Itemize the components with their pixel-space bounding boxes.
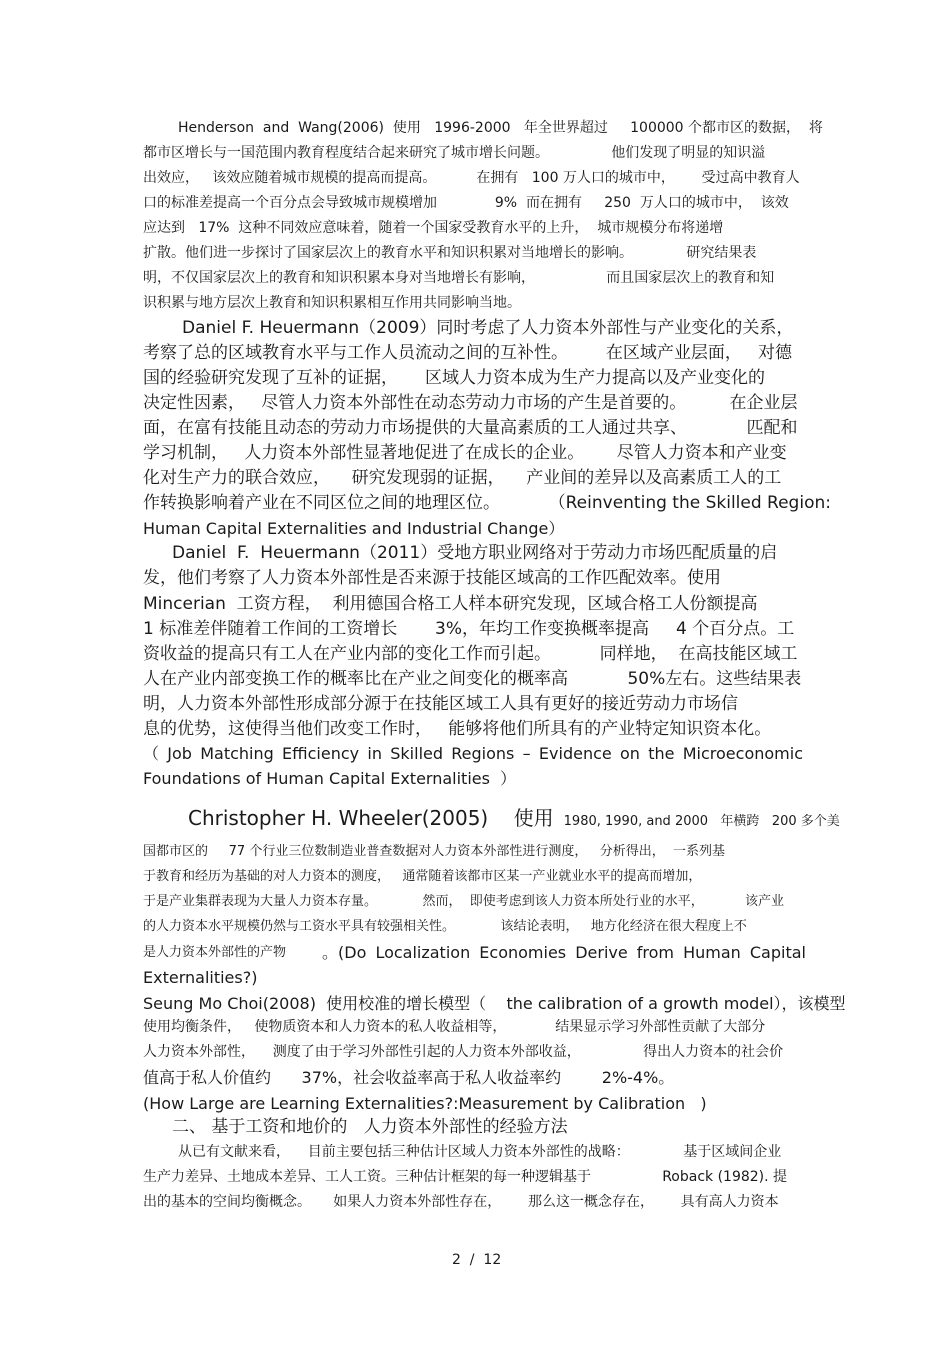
text-line: 口的标准差提高一个百分点会导致城市规模增加 9% 而在拥有 250 万人口的城市中， 该效	[143, 195, 789, 211]
text-line: 国的经验研究发现了互补的证据， 区域人力资本成为生产力提高以及产业变化的	[143, 368, 766, 388]
page-number: 2 / 12	[452, 1252, 502, 1268]
word: from	[636, 943, 675, 962]
word: Capital	[749, 943, 806, 962]
text-line: 都市区增长与一国范围内教育程度结合起来研究了城市增长问题。 他们发现了明显的知识溢	[143, 145, 766, 161]
text-line: 于教育和经历为基础的对人力资本的测度， 通常随着该都市区某一产业就业水平的提高而增加，	[143, 869, 702, 884]
citation-line-justified	[322, 945, 806, 961]
text-line: 息的优势，这使得当他们改变工作时， 能够将他们所具有的产业特定知识资本化。	[143, 719, 772, 739]
citation-line: Foundations of Human Capital Externalities ）	[143, 769, 517, 788]
text-line: 出的基本的空间均衡概念。 如果人力资本外部性存在， 那么这一概念存在， 具有高人力资本	[143, 1194, 779, 1210]
word: Matching	[200, 744, 274, 763]
text-line: 人在产业内部变换工作的概率比在产业之间变化的概率高 50%左右。这些结果表	[143, 669, 802, 689]
word: Efficiency	[282, 744, 360, 763]
word: （	[143, 744, 160, 763]
text-line: 发，他们考察了人力资本外部性是否来源于技能区域高的工作匹配效率。使用	[143, 568, 721, 588]
text-line: Henderson and Wang(2006) 使用 1996-2000 年全世界超过 100000 个都市区的数据， 将	[178, 120, 823, 136]
author-lead-text: Christopher H. Wheeler(2005) 使用	[188, 806, 554, 830]
text-line: 化对生产力的联合效应， 研究发现弱的证据， 产业间的差异以及高素质工人的工	[143, 468, 782, 488]
word: Localization	[375, 943, 471, 962]
word: on	[620, 744, 640, 763]
citation-line-justified	[143, 746, 803, 762]
text-line: 1 标准差伴随着工作间的工资增长 3%，年均工作变换概率提高 4 个百分点。工	[143, 619, 795, 639]
text-line: 资收益的提高只有工人在产业内部的变化工作而引起。 同样地， 在高技能区域工	[143, 644, 798, 664]
mixed-size-line	[188, 808, 840, 828]
text-line: 识积累与地方层次上教育和知识积累相互作用共同影响当地。	[143, 295, 521, 311]
word: Microeconomic	[682, 744, 803, 763]
text-line: 明，人力资本外部性形成部分源于在技能区域工人具有更好的接近劳动力市场信	[143, 694, 738, 714]
citation-line: Human Capital Externalities and Industrial Change）	[143, 519, 565, 538]
word: Skilled	[390, 744, 444, 763]
word: 。(Do	[322, 943, 367, 962]
text-line: 国都市区的 77 个行业三位数制造业普查数据对人力资本外部性进行测度， 分析得出， 一系列基	[143, 844, 725, 859]
text-line: 的人力资本水平规模仍然与工资水平具有较强相关性。 该结论表明， 地方化经济在很大程度上不	[143, 919, 747, 934]
text-line: Daniel F. Heuermann（2009）同时考虑了人力资本外部性与产业变化的关系，	[182, 318, 794, 338]
text-run: 1980, 1990, and 2000 年横跨 200 多个美	[563, 814, 840, 829]
word: Evidence	[538, 744, 612, 763]
text-line: 值高于私人价值约 37%，社会收益率高于私人收益率约 2%-4%。	[143, 1068, 675, 1087]
word: the	[648, 744, 675, 763]
text-line: 面，在富有技能且动态的劳动力市场提供的大量高素质的工人通过共享、 匹配和	[143, 418, 798, 438]
text-line: Seung Mo Choi(2008) 使用校准的增长模型（ the calibration of a growth model），该模型	[143, 994, 846, 1013]
text-line: 决定性因素， 尽管人力资本外部性在动态劳动力市场的产生是首要的。 在企业层	[143, 393, 798, 413]
text-line: Mincerian 工资方程， 利用德国合格工人样本研究发现，区域合格工人份额提高	[143, 594, 758, 614]
text-line: 明，不仅国家层次上的教育和知识积累本身对当地增长有影响， 而且国家层次上的教育和知	[143, 270, 775, 286]
word: Derive	[575, 943, 628, 962]
text-line: 从已有文献来看， 目前主要包括三种估计区域人力资本外部性的战略： 基于区域间企业	[178, 1144, 782, 1160]
word: Job	[167, 744, 192, 763]
text-line: Daniel F. Heuermann（2011）受地方职业网络对于劳动力市场匹配质量的启	[172, 543, 778, 563]
section-heading: 二、 基于工资和地价的 人力资本外部性的经验方法	[172, 1117, 568, 1137]
citation-line: Externalities?)	[143, 968, 258, 987]
citation-line: (How Large are Learning Externalities?:Measurement by Calibration )	[143, 1094, 707, 1113]
text-line: 于是产业集群表现为大量人力资本存量。 然而， 即使考虑到该人力资本所处行业的水平， 该产业	[143, 894, 785, 909]
text-line: 学习机制， 人力资本外部性显著地促进了在成长的企业。 尽管人力资本和产业变	[143, 443, 787, 463]
word: Human	[683, 943, 741, 962]
text-line: 生产力差异、土地成本差异、工人工资。三种估计框架的每一种逻辑基于 Roback (1982). 提	[143, 1169, 788, 1185]
text-line: 考察了总的区域教育水平与工作人员流动之间的互补性。 在区域产业层面， 对德	[143, 343, 793, 363]
word: –	[522, 744, 531, 763]
text-line: 人力资本外部性， 测度了由于学习外部性引起的人力资本外部收益， 得出人力资本的社会价	[143, 1044, 784, 1060]
text-line: 作转换影响着产业在不同区位之间的地理区位。 （Reinventing the Skilled Region:	[143, 493, 831, 513]
word: Economies	[479, 943, 567, 962]
text-line: 出效应， 该效应随着城市规模的提高而提高。 在拥有 100 万人口的城市中， 受过高中教育人	[143, 170, 800, 186]
word: in	[367, 744, 382, 763]
text-line: 使用均衡条件， 使物质资本和人力资本的私人收益相等， 结果显示学习外部性贡献了大部分	[143, 1019, 766, 1035]
text-line: 应达到 17% 这种不同效应意味着，随着一个国家受教育水平的上升， 城市规模分布将递增	[143, 220, 724, 236]
text-line: 是人力资本外部性的产物	[143, 945, 287, 960]
word: Regions	[451, 744, 515, 763]
text-line: 扩散。他们进一步探讨了国家层次上的教育水平和知识积累对当地增长的影响。 研究结果表	[143, 245, 757, 261]
